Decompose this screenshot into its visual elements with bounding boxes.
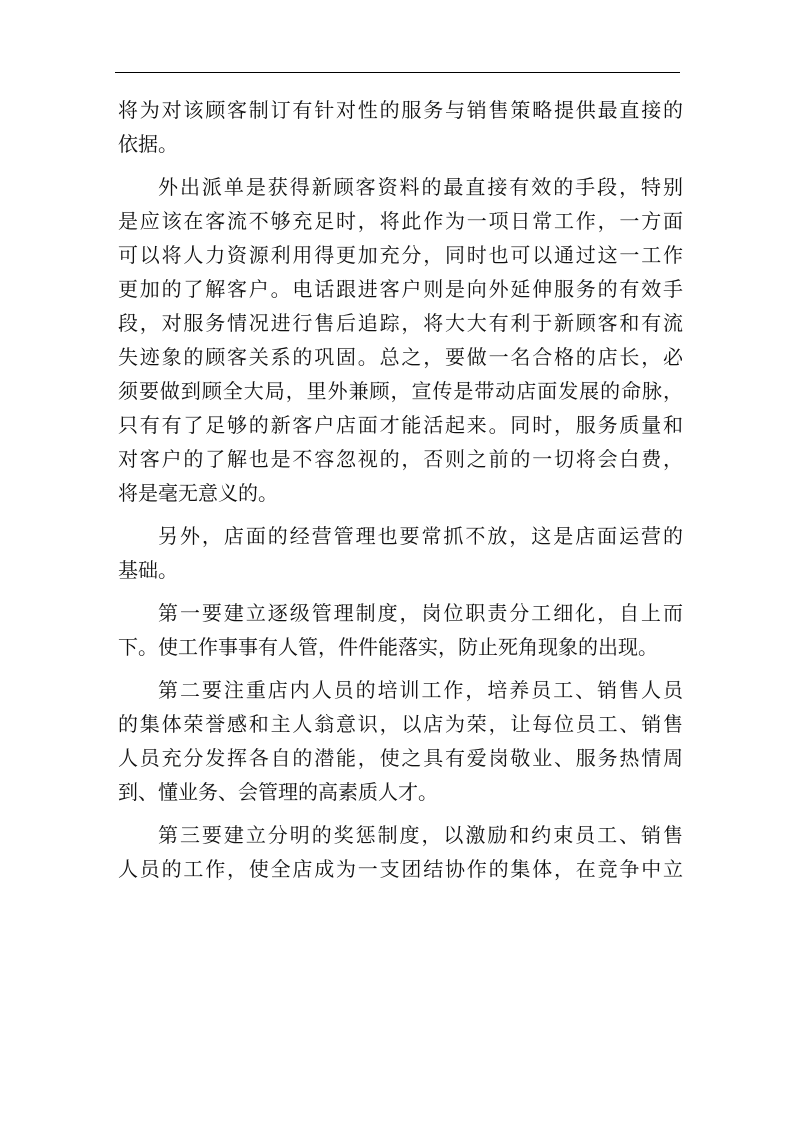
text-line: 的集体荣誉感和主人翁意识，以店为荣，让每位员工、销售 (118, 712, 683, 736)
paragraph (118, 170, 683, 510)
document-body (118, 93, 683, 886)
text-line: 人员充分发挥各自的潜能，使之具有爱岗敬业、服务热情周 (118, 746, 683, 770)
text-line: 第三要建立分明的奖惩制度，以激励和约束员工、销售 (158, 823, 683, 847)
text-line: 外出派单是获得新顾客资料的最直接有效的手段，特别 (158, 175, 683, 199)
text-line: 依据。 (118, 132, 178, 156)
header-rule (115, 72, 680, 73)
text-line: 人员的工作，使全店成为一支团结协作的集体，在竞争中立 (118, 857, 683, 881)
text-line: 第二要注重店内人员的培训工作，培养员工、销售人员 (158, 678, 683, 702)
text-line: 将为对该顾客制订有针对性的服务与销售策略提供最直接的 (118, 98, 683, 122)
text-line: 下。使工作事事有人管，件件能落实，防止死角现象的出现。 (118, 635, 658, 659)
text-line: 基础。 (118, 558, 178, 582)
paragraph (118, 519, 683, 587)
text-line: 到、懂业务、会管理的高素质人才。 (118, 780, 438, 804)
text-line: 将是毫无意义的。 (118, 481, 278, 505)
text-line: 只有有了足够的新客户店面才能活起来。同时，服务质量和 (118, 413, 683, 437)
paragraph (118, 93, 683, 161)
text-line: 可以将人力资源利用得更加充分，同时也可以通过这一工作 (118, 243, 683, 267)
text-line: 更加的了解客户。电话跟进客户则是向外延伸服务的有效手 (118, 277, 683, 301)
paragraph (118, 596, 683, 664)
text-line: 另外，店面的经营管理也要常抓不放，这是店面运营的 (158, 524, 683, 548)
text-line: 须要做到顾全大局，里外兼顾，宣传是带动店面发展的命脉， (118, 379, 683, 403)
paragraph (118, 818, 683, 886)
text-line: 是应该在客流不够充足时，将此作为一项日常工作，一方面 (118, 209, 683, 233)
paragraph (118, 673, 683, 809)
text-line: 第一要建立逐级管理制度，岗位职责分工细化，自上而 (158, 601, 683, 625)
text-line: 段，对服务情况进行售后追踪，将大大有利于新顾客和有流 (118, 311, 683, 335)
text-line: 失迹象的顾客关系的巩固。总之，要做一名合格的店长，必 (118, 345, 683, 369)
text-line: 对客户的了解也是不容忽视的，否则之前的一切将会白费， (118, 447, 683, 471)
